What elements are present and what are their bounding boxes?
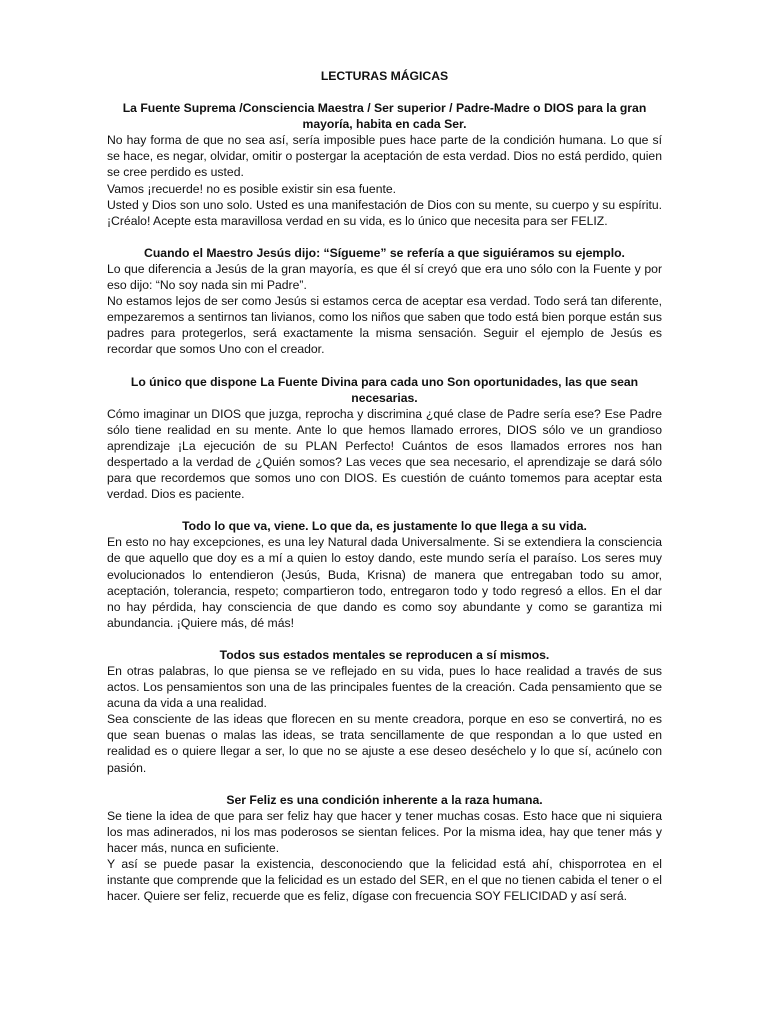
section-todo-lo-que-va	[107, 518, 662, 631]
section-paragraph: Se tiene la idea de que para ser feliz hay que hacer y tener muchas cosas. Esto hace que ni siquiera los mas adinerados, ni los mas poderosos se sientan felices. Por la misma idea, hay que tener más y hacer más, nunca en suficiente.	[107, 808, 662, 855]
section-oportunidades	[107, 374, 662, 503]
section-heading: Lo único que dispone La Fuente Divina para cada uno Son oportunidades, las que sean necesarias.	[130, 374, 639, 405]
section-estados-mentales	[107, 647, 662, 776]
section-paragraph: Sea consciente de las ideas que florecen en su mente creadora, porque en eso se convertirá, no es que sean buenas o malas las ideas, se trata sencillamente de que respondan a lo que usted en realidad es o quiere llegar a ser, lo que no se ajuste a ese deseo deséchelo y lo que sí, acúnelo con pasión.	[107, 712, 662, 775]
document-body	[107, 68, 662, 920]
section-paragraph: No hay forma de que no sea así, sería imposible pues hace parte de la condición humana. Lo que sí se hace, es negar, olvidar, omitir o postergar la aceptación de esta verdad. Dios no está perdido, quien se cree perdido es usted.	[107, 133, 662, 180]
section-paragraph: En esto no hay excepciones, es una ley Natural dada Universalmente. Si se extendiera la consciencia de que aquello que doy es a mí a quien lo estoy dando, este mundo sería el paraíso. Los seres muy evolucionados lo entendieron (Jesús, Buda, Krisna) de manera que entregaban todo su amor, aceptación, tolerancia, respeto; compartieron todo, entregaron todo y todo regresó a ellos. En el dar no hay pérdida, hay consciencia de que dando es como soy abundante y como se garantiza mi abundancia. ¡Quiere más, dé más!	[107, 535, 662, 630]
section-heading: La Fuente Suprema /Consciencia Maestra / Ser superior / Padre-Madre o DIOS para la gran mayoría, habita en cada Ser.	[122, 101, 647, 132]
document-title: LECTURAS MÁGICAS	[320, 69, 449, 83]
section-paragraph: Lo que diferencia a Jesús de la gran mayoría, es que él sí creyó que era uno sólo con la Fuente y por eso dijo: “No soy nada sin mi Padre”.	[107, 261, 662, 293]
section-ser-feliz	[107, 792, 662, 905]
section-paragraph: No estamos lejos de ser como Jesús si estamos cerca de aceptar esa verdad. Todo será tan diferente, empezaremos a sentirnos tan livianos, como los niños que saben que todo está bien porque están sus padres para protegerlos, será exactamente la misma sensación. Seguir el ejemplo de Jesús es recordar que somos Uno con el creador.	[107, 294, 662, 357]
section-paragraph: Vamos ¡recuerde! no es posible existir sin esa fuente.	[107, 181, 397, 196]
section-heading: Cuando el Maestro Jesús dijo: “Sígueme” se refería a que siguiéramos su ejemplo.	[144, 245, 625, 260]
section-paragraph: Cómo imaginar un DIOS que juzga, reprocha y discrimina ¿qué clase de Padre sería ese? Ese Padre sólo tiene realidad en su mente. Ante lo que hemos llamado errores, DIOS sólo ve un grandioso aprendizaje ¡La ejecución de su PLAN Perfecto! Cuántos de esos llamados errores nos han despertado a la verdad de ¿Quién somos? Las veces que sea necesario, el aprendizaje se dará sólo para que recordemos que somos uno con DIOS. Es cuestión de cuánto tomemos para aceptar esta verdad. Dios es paciente.	[107, 406, 662, 502]
section-heading: Todos sus estados mentales se reproducen a sí mismos.	[219, 647, 550, 662]
section-heading: Todo lo que va, viene. Lo que da, es justamente lo que llega a su vida.	[182, 519, 587, 534]
section-paragraph: En otras palabras, lo que piensa se ve reflejado en su vida, pues lo hace realidad a través de sus actos. Los pensamientos son una de las principales fuentes de la creación. Cada pensamiento que se acuna da vida a una realidad.	[107, 664, 662, 711]
section-paragraph: Y así se puede pasar la existencia, desconociendo que la felicidad está ahí, chisporrotea en el instante que comprende que la felicidad es un estado del SER, en el que no tienen cabida el tener o el hacer. Quiere ser feliz, recuerde que es feliz, dígase con frecuencia SOY FELICIDAD y así será.	[107, 857, 662, 904]
section-maestro-jesus	[107, 245, 662, 358]
section-fuente-suprema	[107, 100, 662, 229]
section-heading: Ser Feliz es una condición inherente a la raza humana.	[226, 792, 543, 807]
section-paragraph: Usted y Dios son uno solo. Usted es una manifestación de Dios con su mente, su cuerpo y su espíritu. ¡Créalo! Acepte esta maravillosa verdad en su vida, es lo único que necesita para ser FELIZ.	[107, 197, 662, 228]
